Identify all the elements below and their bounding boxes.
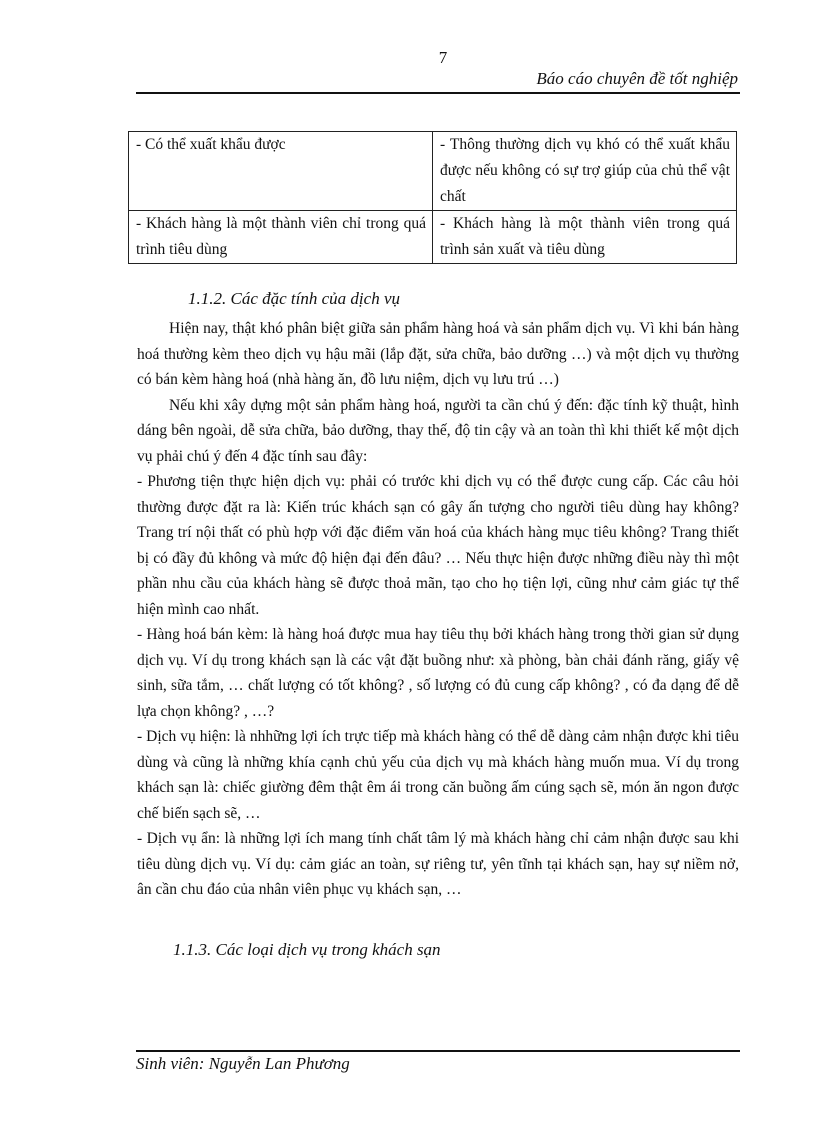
table-row [129,211,737,264]
footer-divider [136,1050,740,1052]
comparison-table [128,131,737,264]
header-title: Báo cáo chuyên đề tốt nghiệp [536,69,738,88]
paragraph: - Dịch vụ ẩn: là những lợi ích mang tính chất tâm lý mà khách hàng chỉ cảm nhận được sau khi tiêu dùng dịch vụ. Ví dụ: cảm giác an toàn, sự riêng tư, yên tĩnh tại khách sạn, hay sự niềm nở, ân cần chu đáo của nhân viên phục vụ khách sạn, … [137,830,739,898]
table-cell-left: - Có thể xuất khẩu được [129,132,433,211]
body-text [137,316,739,903]
header-divider [136,92,740,94]
table-cell-right: - Thông thường dịch vụ khó có thể xuất khẩu được nếu không có sự trợ giúp của chủ thể vật chất [433,132,737,211]
paragraph: Nếu khi xây dựng một sản phẩm hàng hoá, người ta cần chú ý đến: đặc tính kỹ thuật, hình dáng bên ngoài, dễ sửa chữa, bảo dưỡng, thay thế, độ tin cậy và an toàn thì khi thiết kế một dịch vụ phải chú ý đến 4 đặc tính sau đây: [137,396,739,465]
footer-author: Sinh viên: Nguyễn Lan Phương [136,1054,350,1073]
table-cell-right: - Khách hàng là một thành viên trong quá trình sản xuất và tiêu dùng [433,211,737,264]
page-number: 7 [438,48,448,67]
paragraph: - Phương tiện thực hiện dịch vụ: phải có trước khi dịch vụ có thể được cung cấp. Các câu hỏi thường được đặt ra là: Kiến trúc khách sạn có gây ấn tượng cho người tiêu dùng hay không? Trang trí nội thất có phù hợp với đặc điểm văn hoá của khách hàng mục tiêu không? Trang thiết bị có đầy đủ không và mức độ hiện đại đến đâu? … Nếu thực hiện được những điều này thì một phần nhu cầu của khách hàng sẽ được thoả mãn, tạo cho họ tiện lợi, cũng như cảm giác tự thể hiện mình cao nhất. [137,473,739,618]
paragraph: Hiện nay, thật khó phân biệt giữa sản phẩm hàng hoá và sản phẩm dịch vụ. Vì khi bán hàng hoá thường kèm theo dịch vụ hậu mãi (lắp đặt, sửa chữa, bảo dưỡng …) và một dịch vụ thường có bán kèm hàng hoá (nhà hàng ăn, đồ lưu niệm, dịch vụ lưu trú …) [137,320,739,388]
table-row [129,132,737,211]
section-heading-1-1-2: 1.1.2. Các đặc tính của dịch vụ [188,289,400,308]
section-heading-1-1-3: 1.1.3. Các loại dịch vụ trong khách sạn [173,940,441,959]
paragraph: - Dịch vụ hiện: là nhhững lợi ích trực tiếp mà khách hàng có thể dễ dàng cảm nhận được khi tiêu dùng và cũng là những khía cạnh chủ yếu của dịch vụ mà khách hàng muốn mua. Ví dụ trong khách sạn là: chiếc giường đêm thật êm ái trong căn buồng ấm cúng sạch sẽ, món ăn ngon được chế biến sạch sẽ, … [137,728,739,822]
table-cell-left: - Khách hàng là một thành viên chỉ trong quá trình tiêu dùng [129,211,433,264]
paragraph: - Hàng hoá bán kèm: là hàng hoá được mua hay tiêu thụ bởi khách hàng trong thời gian sử dụng dịch vụ. Ví dụ trong khách sạn là các vật đặt buồng như: xà phòng, bàn chải đánh răng, giấy vệ sinh, sữa tắm, … chất lượng có tốt không? , số lượng có đủ cung cấp không? , có đa dạng để dễ lựa chọn không? , …? [137,626,739,720]
